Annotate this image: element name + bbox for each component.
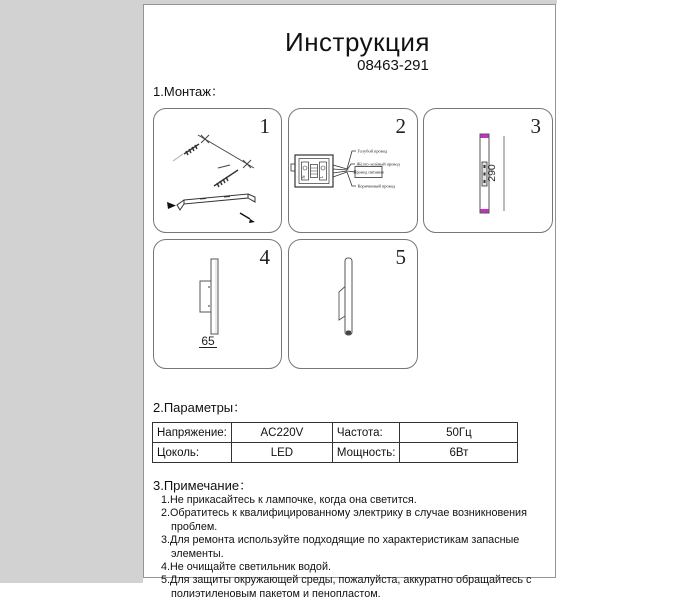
section-heading-montage: 1.Монтаж： (153, 84, 224, 99)
montage-step-5-panel (288, 239, 418, 369)
model-number: 08463-291 (357, 57, 429, 74)
panel-number: 4 (259, 245, 270, 269)
table-row (153, 443, 518, 463)
note-item: 1.Не прикасайтесь к лампочке, когда она светится. (161, 494, 417, 506)
param-label: Цоколь: (153, 443, 232, 463)
section-heading-parameters: 2.Параметры： (153, 400, 247, 415)
depth-dimension-label: 65 (201, 334, 215, 348)
montage-step-2-panel (288, 108, 418, 233)
brown-wire-label: Коричневый провод (357, 183, 396, 189)
mounting-bracket-drawing (177, 194, 255, 210)
param-label: Напряжение: (153, 423, 232, 443)
instruction-page (143, 4, 556, 600)
wires (333, 151, 382, 186)
note-item: 4.Не очищайте светильник водой. (161, 561, 331, 574)
table-row (153, 423, 518, 443)
screw-icon (214, 170, 238, 187)
lamp-bottom-cap (346, 331, 351, 335)
page-title: Инструкция (285, 27, 430, 57)
section-heading-notes: 3.Примечание： (153, 478, 253, 493)
note-item: 5.Для защиты окружающей среды, пожалуйста, аккуратно обращайтесь с полиэтиленовым пакетом и пенопластом. (161, 574, 532, 600)
panel-number: 5 (395, 245, 406, 269)
arrow-icon (167, 202, 176, 209)
param-value: AC220V (231, 423, 332, 443)
panel-number: 2 (395, 114, 406, 138)
terminal-n-label: N (301, 175, 306, 179)
param-label: Мощность: (332, 443, 400, 463)
arrow-icon (240, 213, 255, 223)
yellow-green-wire-label: Жёлто-зелёный провод (356, 161, 400, 167)
blue-wire-label: Голубой провод (357, 148, 388, 154)
param-value: 50Гц (400, 423, 518, 443)
power-wire-label: Провод питания (353, 169, 384, 175)
param-value: LED (231, 443, 332, 463)
screw-icon (184, 144, 199, 155)
panel-number: 1 (259, 114, 270, 138)
lamp-accent-bottom (481, 209, 489, 213)
panel-number: 3 (530, 114, 541, 138)
viewer-background-left (0, 0, 143, 583)
lamp-accent-top (481, 135, 489, 139)
note-item: 2.Обратитесь к квалифицированному электрику в случае возникновения проблем. (161, 507, 527, 533)
note-item: 3.Для ремонта используйте подходящие по характеристикам запасные элементы. (161, 534, 520, 560)
montage-step-4-panel (153, 239, 282, 369)
param-value: 6Вт (400, 443, 518, 463)
height-dimension-label: 290 (486, 164, 498, 182)
montage-step-3-panel (423, 108, 553, 233)
param-label: Частота: (332, 423, 400, 443)
notes-list (161, 494, 533, 601)
terminal-l-label: L (319, 175, 324, 179)
parameters-table (152, 422, 518, 463)
montage-step-1-panel (153, 108, 282, 233)
